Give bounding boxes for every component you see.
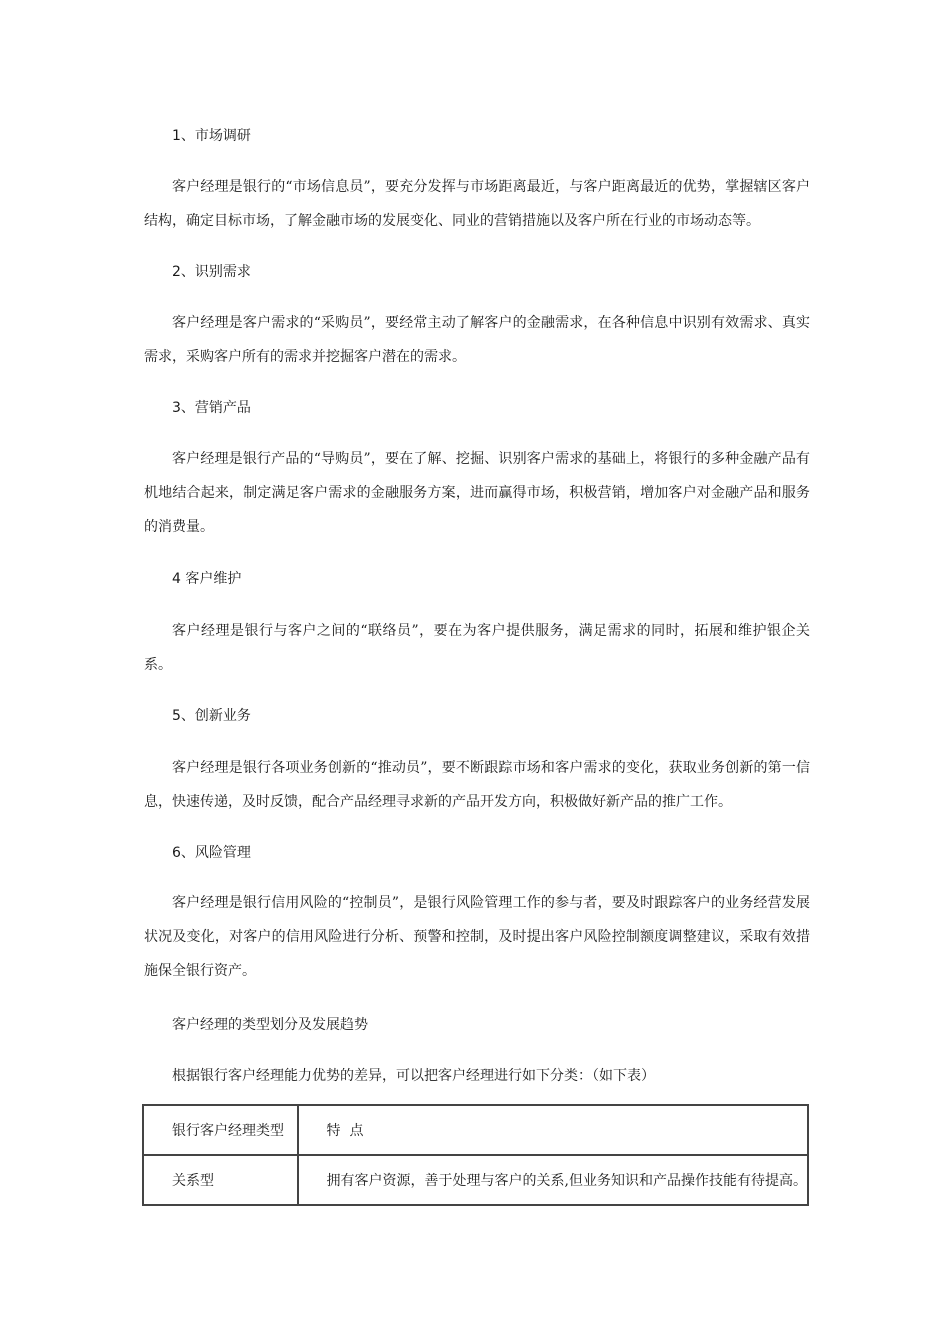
table-header-row: [143, 1105, 808, 1155]
table-cell: 关系型: [143, 1155, 298, 1205]
table-cell: 拥有客户资源，善于处理与客户的关系,但业务知识和产品操作技能有待提高。: [298, 1155, 808, 1205]
section-heading-innovation: 5、创新业务: [172, 708, 251, 724]
table-row: [143, 1155, 808, 1205]
section-heading-marketing-products: 3、营销产品: [172, 400, 251, 416]
section-body-identify-needs: 客户经理是客户需求的“采购员”，要经常主动了解客户的金融需求，在各种信息中识别有效需求、真实需求，采购客户所有的需求并挖掘客户潜在的需求。: [144, 315, 810, 365]
manager-types-table: [142, 1104, 809, 1206]
types-title: 客户经理的类型划分及发展趋势: [172, 1017, 368, 1033]
section-body-market-research: 客户经理是银行的“市场信息员”，要充分发挥与市场距离最近，与客户距离最近的优势，掌握辖区客户结构，确定目标市场，了解金融市场的发展变化、同业的营销措施以及客户所在行业的市场动态等。: [144, 179, 810, 229]
section-body-customer-maintenance: 客户经理是银行与客户之间的“联络员”，要在为客户提供服务，满足需求的同时，拓展和维护银企关系。: [144, 623, 810, 673]
types-intro: 根据银行客户经理能力优势的差异，可以把客户经理进行如下分类：（如下表）: [172, 1068, 655, 1084]
section-body-risk-management: 客户经理是银行信用风险的“控制员”，是银行风险管理工作的参与者，要及时跟踪客户的业务经营发展状况及变化，对客户的信用风险进行分析、预警和控制，及时提出客户风险控制额度调整建议，采取有效措施保全银行资产。: [144, 895, 810, 979]
table-header-cell: 银行客户经理类型: [143, 1105, 298, 1155]
section-heading-market-research: 1、市场调研: [172, 128, 251, 144]
section-heading-identify-needs: 2、识别需求: [172, 264, 251, 280]
section-body-innovation: 客户经理是银行各项业务创新的“推动员”，要不断跟踪市场和客户需求的变化，获取业务创新的第一信息，快速传递，及时反馈，配合产品经理寻求新的产品开发方向，积极做好新产品的推广工作。: [144, 760, 810, 810]
table-header-cell: 特 点: [298, 1105, 808, 1155]
section-heading-risk-management: 6、风险管理: [172, 845, 251, 861]
section-heading-customer-maintenance: 4 客户维护: [172, 571, 242, 587]
section-body-marketing-products: 客户经理是银行产品的“导购员”，要在了解、挖掘、识别客户需求的基础上，将银行的多种金融产品有机地结合起来，制定满足客户需求的金融服务方案，进而赢得市场，积极营销，增加客户对金融产品和服务的消费量。: [144, 451, 810, 535]
